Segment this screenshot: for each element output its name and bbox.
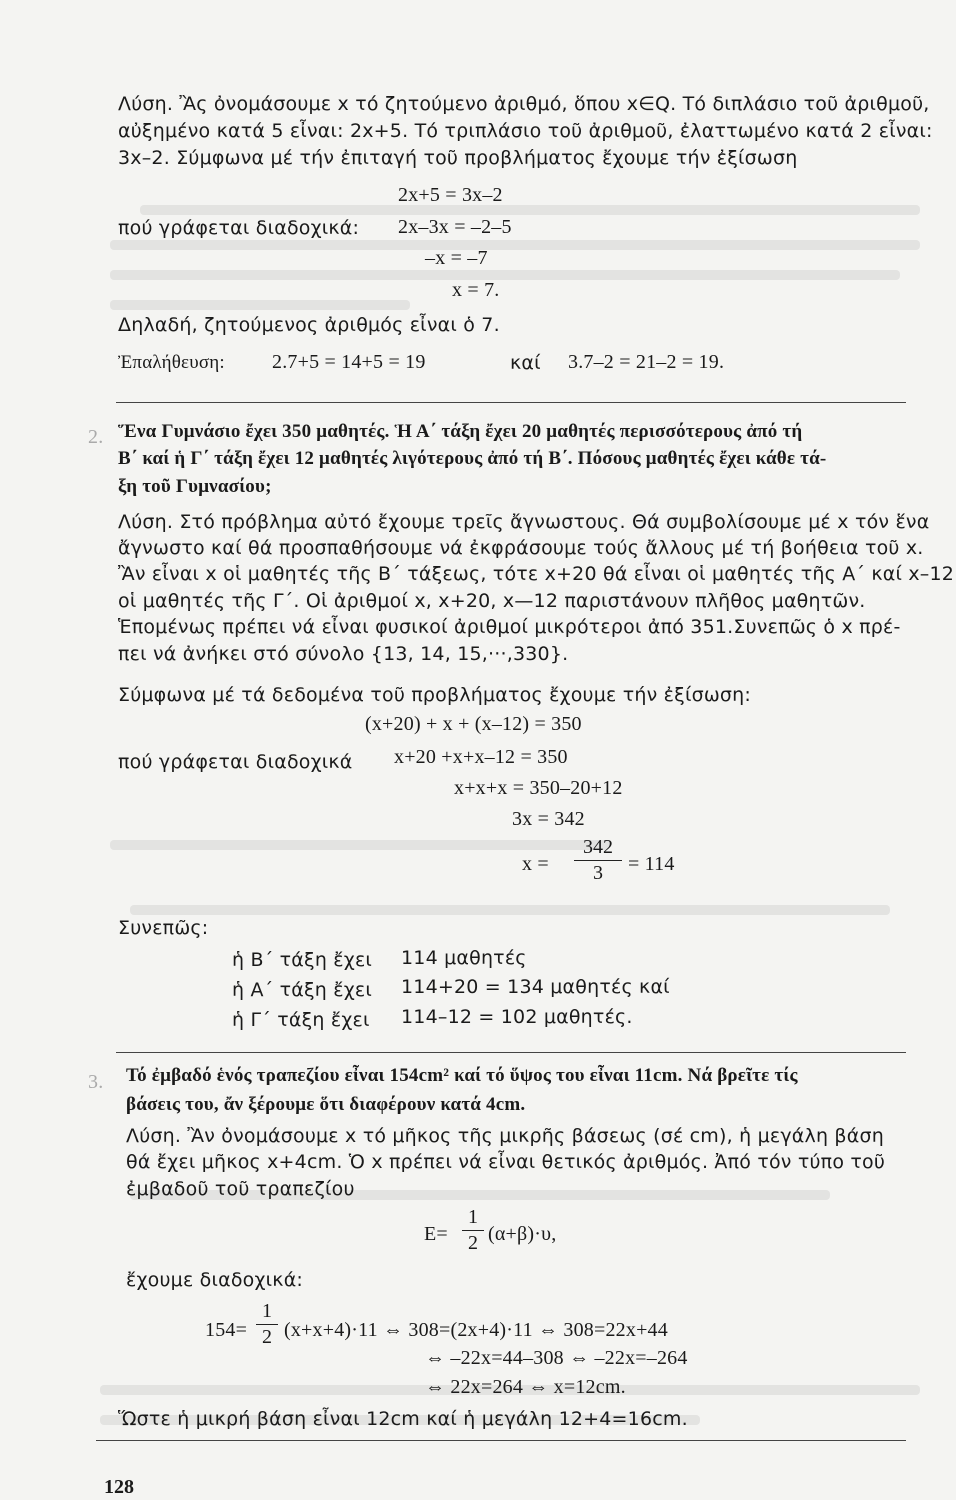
result-c-value: 114–12 = 102 μαθητές. xyxy=(401,1006,633,1028)
fraction-342-over-3 xyxy=(574,836,622,885)
verification-and: καί xyxy=(510,352,541,374)
result-a-value: 114+20 = 134 μαθητές καί xyxy=(401,976,670,998)
result-a-label: ἡ Α΄ τάξη ἔχει xyxy=(232,979,373,1001)
equation-3-2: ⇔ –22x=44–308 ⇔ –22x=–264 xyxy=(425,1347,688,1369)
therefore-label: Συνεπῶς: xyxy=(118,917,209,939)
fraction-numerator: 342 xyxy=(583,836,613,858)
equation-2-2: x+20 +x+x–12 = 350 xyxy=(394,746,568,768)
solution-2-line-6: πει νά ἀνήκει στό σύνολο {13, 14, 15,···,330}. xyxy=(118,643,569,665)
divider xyxy=(116,1052,906,1053)
equation-2: 2x–3x = –2–5 xyxy=(398,216,512,238)
problem-2-line-2: Β΄ καί ἡ Γ΄ τάξη ἔχει 12 μαθητές λιγότερους ἀπό τή Β΄. Πόσους μαθητές ἔχει κάθε τά- xyxy=(118,448,827,469)
solution-3-line-4: ἔχουμε διαδοχικά: xyxy=(126,1269,304,1291)
solution-3-line-2: θά ἔχει μῆκος x+4cm. Ὁ x πρέπει νά εἶναι θετικός ἀριθμός. Ἀπό τόν τύπο τοῦ xyxy=(126,1151,886,1173)
fraction-denominator: 2 xyxy=(468,1232,478,1254)
equation-4: x = 7. xyxy=(452,279,500,301)
solution-2-line-4: οἱ μαθητές τῆς Γ΄. Οἱ ἀριθμοί x, x+20, x—12 παριστάνουν πλῆθος μαθητῶν. xyxy=(118,590,866,612)
equation-2-5-rhs: = 114 xyxy=(628,853,675,875)
equation-1: 2x+5 = 3x–2 xyxy=(398,184,503,206)
fraction-denominator: 2 xyxy=(262,1326,272,1348)
equation-2-3: x+x+x = 350–20+12 xyxy=(454,777,623,799)
problem-3-number: 3. xyxy=(88,1071,104,1093)
fraction-one-half xyxy=(256,1300,278,1349)
solution-2-line-7: Σύμφωνα μέ τά δεδομένα τοῦ προβλήματος ἔχουμε τήν ἐξίσωση: xyxy=(118,684,752,706)
fraction-numerator: 1 xyxy=(468,1206,478,1228)
divider xyxy=(96,1440,906,1441)
problem-2-number: 2. xyxy=(88,426,104,448)
solution-2-line-1: Λύση. Στό πρόβλημα αὐτό ἔχουμε τρεῖς ἄγνωστους. Θά συμβολίσουμε μέ x τόν ἕνα xyxy=(118,511,930,533)
equation-3-3: ⇔ 22x=264 ⇔ x=12cm. xyxy=(425,1376,626,1398)
solution-2-line-5: Ἑπομένως πρέπει νά εἶναι φυσικοί ἀριθμοί μικρότεροι ἀπό 351.Συνεπῶς ὁ x πρέ- xyxy=(118,616,901,638)
verification-label: Ἐπαλήθευση: xyxy=(118,352,225,373)
solution-3-line-1: Λύση. Ἂν ὀνομάσουμε x τό μῆκος τῆς μικρῆς βάσεως (σέ cm), ἡ μεγάλη βάση xyxy=(126,1125,884,1147)
equation-2-label: πού γράφεται διαδοχικά xyxy=(118,751,353,773)
problem-2-line-1: Ἕνα Γυμνάσιο ἔχει 350 μαθητές. Ἡ Α΄ τάξη ἔχει 20 μαθητές περισσότερους ἀπό τή xyxy=(118,421,803,442)
fraction-one-half xyxy=(462,1206,484,1255)
solution-1-line-1: Λύση. Ἂς ὀνομάσουμε x τό ζητούμενο ἀριθμό, ὅπου x∈Q. Τό διπλάσιο τοῦ ἀριθμοῦ, xyxy=(118,93,930,115)
result-c-label: ἡ Γ΄ τάξη ἔχει xyxy=(232,1009,370,1031)
result-b-value: 114 μαθητές xyxy=(401,947,527,969)
trapezoid-formula-rhs: (α+β)·υ, xyxy=(488,1223,557,1245)
problem-2-line-3: ξη τοῦ Γυμνασίου; xyxy=(118,476,272,497)
equation-2-5-lhs: x = xyxy=(522,853,549,875)
equation-2-4: 3x = 342 xyxy=(512,808,585,830)
equation-2-1: (x+20) + x + (x–12) = 350 xyxy=(365,713,582,735)
divider xyxy=(116,402,906,403)
fraction-denominator: 3 xyxy=(593,862,603,884)
solution-1-line-3: 3x–2. Σύμφωνα μέ τήν ἐπιταγή τοῦ προβλήματος ἔχουμε τήν ἐξίσωση xyxy=(118,147,798,169)
solution-1-result: Δηλαδή, ζητούμενος ἀριθμός εἶναι ὁ 7. xyxy=(118,314,500,336)
solution-3-conclusion: Ὥστε ἡ μικρή βάση εἶναι 12cm καί ἡ μεγάλη 12+4=16cm. xyxy=(118,1408,688,1430)
fraction-numerator: 1 xyxy=(262,1300,272,1322)
trapezoid-formula-lhs: E= xyxy=(424,1223,448,1245)
solution-2-line-2: ἄγνωστο καί θά προσπαθήσουμε νά ἐκφράσουμε τούς ἄλλους μέ τή βοήθεια τοῦ x. xyxy=(118,537,924,559)
equation-label: πού γράφεται διαδοχικά: xyxy=(118,217,360,239)
page-number: 128 xyxy=(104,1476,134,1498)
problem-3-line-2: βάσεις του, ἄν ξέρουμε ὅτι διαφέρουν κατά 4cm. xyxy=(126,1094,526,1115)
equation-3-1-lhs: 154= xyxy=(205,1319,248,1341)
equation-3-1-rhs: (x+x+4)·11 ⇔ 308=(2x+4)·11 ⇔ 308=22x+44 xyxy=(284,1319,668,1341)
solution-1-line-2: αὐξημένο κατά 5 εἶναι: 2x+5. Τό τριπλάσιο τοῦ ἀριθμοῦ, ἐλαττωμένο κατά 2 εἶναι: xyxy=(118,120,933,142)
verification-a: 2.7+5 = 14+5 = 19 xyxy=(272,351,426,373)
verification-b: 3.7–2 = 21–2 = 19. xyxy=(568,351,725,373)
problem-3-line-1: Τό ἐμβαδό ἑνός τραπεζίου εἶναι 154cm² καί τό ὕψος του εἶναι 11cm. Νά βρεῖτε τίς xyxy=(126,1065,798,1086)
equation-3: –x = –7 xyxy=(425,247,488,269)
solution-3-line-3: ἐμβαδοῦ τοῦ τραπεζίου xyxy=(126,1178,355,1200)
result-b-label: ἡ Β΄ τάξη ἔχει xyxy=(232,949,373,971)
solution-2-line-3: Ἂν εἶναι x οἱ μαθητές τῆς Β΄ τάξεως, τότε x+20 θά εἶναι οἱ μαθητές τῆς Α΄ καί x–12 xyxy=(118,563,955,585)
